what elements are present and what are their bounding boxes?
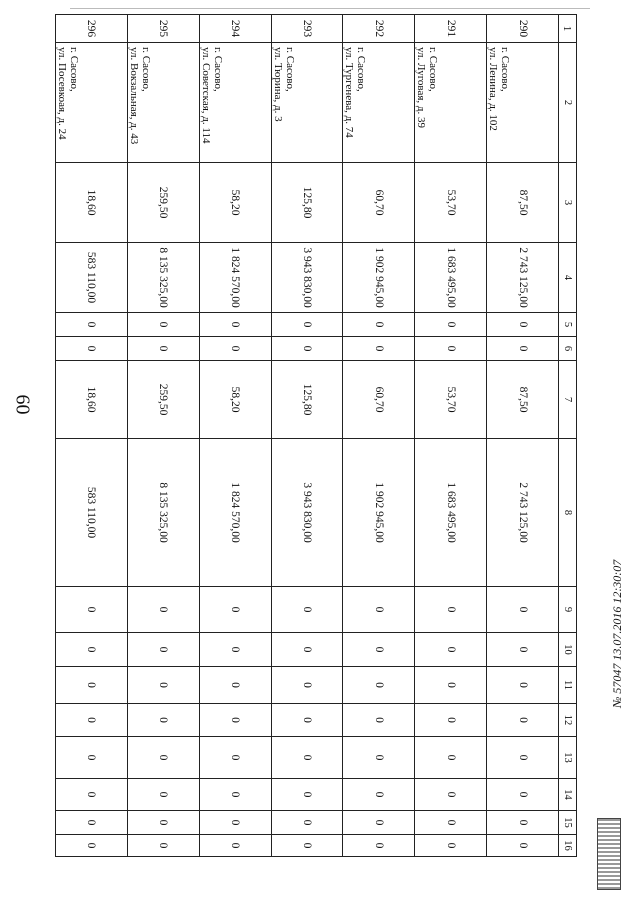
- value-cell-c10: 0: [415, 633, 487, 667]
- value-cell-c4: 583 110,00: [56, 243, 128, 313]
- value-cell-c8: 583 110,00: [56, 439, 128, 587]
- header-cell: 13: [559, 737, 577, 779]
- value-cell-c3: 87,50: [487, 163, 559, 243]
- value-cell-c8: 2 743 125,00: [487, 439, 559, 587]
- header-cell: 15: [559, 811, 577, 835]
- value-cell-c5: 0: [487, 313, 559, 337]
- header-cell: 3: [559, 163, 577, 243]
- value-cell-c3: 58,20: [199, 163, 271, 243]
- value-cell-c8: 1 824 570,00: [199, 439, 271, 587]
- value-cell-c15: 0: [127, 811, 199, 835]
- value-cell-c6: 0: [56, 337, 128, 361]
- header-row: [559, 15, 577, 857]
- row-number-cell: 292: [343, 15, 415, 43]
- value-cell-c15: 0: [271, 811, 343, 835]
- address-city: г. Сасово,: [427, 47, 440, 92]
- header-cell: 2: [559, 43, 577, 163]
- table-row: [127, 15, 199, 857]
- value-cell-c10: 0: [127, 633, 199, 667]
- document-registration-line: № 57047 13.07.2016 12:30:07: [610, 559, 624, 708]
- value-cell-c13: 0: [56, 737, 128, 779]
- value-cell-c4: 1 824 570,00: [199, 243, 271, 313]
- address-street: ул. Тургенева, д. 74: [343, 47, 356, 138]
- value-cell-c10: 0: [271, 633, 343, 667]
- value-cell-c7: 18,60: [56, 361, 128, 439]
- header-cell: 12: [559, 704, 577, 737]
- value-cell-c4: 1 683 495,00: [415, 243, 487, 313]
- value-cell-c11: 0: [415, 667, 487, 704]
- value-cell-c13: 0: [271, 737, 343, 779]
- value-cell-c16: 0: [415, 835, 487, 857]
- value-cell-c15: 0: [199, 811, 271, 835]
- address-cell: [343, 43, 415, 163]
- value-cell-c11: 0: [127, 667, 199, 704]
- address-street: ул. Посевкоая, д. 24: [56, 47, 68, 140]
- header-cell: 4: [559, 243, 577, 313]
- address-street: ул. Луговая, д. 39: [415, 47, 428, 129]
- value-cell-c4: 1 902 945,00: [343, 243, 415, 313]
- table-row: [487, 15, 559, 857]
- value-cell-c11: 0: [271, 667, 343, 704]
- value-cell-c5: 0: [271, 313, 343, 337]
- value-cell-c8: 8 135 325,00: [127, 439, 199, 587]
- header-cell: 11: [559, 667, 577, 704]
- header-cell: 14: [559, 779, 577, 811]
- row-number-cell: 294: [199, 15, 271, 43]
- header-cell: 16: [559, 835, 577, 857]
- data-table: [55, 14, 577, 857]
- value-cell-c4: 8 135 325,00: [127, 243, 199, 313]
- header-cell: 6: [559, 337, 577, 361]
- value-cell-c10: 0: [56, 633, 128, 667]
- value-cell-c9: 0: [487, 587, 559, 633]
- value-cell-c16: 0: [56, 835, 128, 857]
- value-cell-c9: 0: [127, 587, 199, 633]
- value-cell-c9: 0: [56, 587, 128, 633]
- value-cell-c11: 0: [56, 667, 128, 704]
- value-cell-c16: 0: [127, 835, 199, 857]
- value-cell-c14: 0: [199, 779, 271, 811]
- table-row: [199, 15, 271, 857]
- address-cell: [487, 43, 559, 163]
- address-cell: [56, 43, 128, 163]
- address-cell: [127, 43, 199, 163]
- value-cell-c15: 0: [487, 811, 559, 835]
- value-cell-c16: 0: [271, 835, 343, 857]
- address-city: г. Сасово,: [139, 47, 152, 92]
- value-cell-c13: 0: [487, 737, 559, 779]
- value-cell-c5: 0: [343, 313, 415, 337]
- value-cell-c6: 0: [127, 337, 199, 361]
- value-cell-c10: 0: [343, 633, 415, 667]
- value-cell-c7: 58,20: [199, 361, 271, 439]
- address-cell: [199, 43, 271, 163]
- value-cell-c5: 0: [127, 313, 199, 337]
- value-cell-c15: 0: [415, 811, 487, 835]
- value-cell-c6: 0: [415, 337, 487, 361]
- value-cell-c13: 0: [127, 737, 199, 779]
- value-cell-c14: 0: [343, 779, 415, 811]
- value-cell-c9: 0: [415, 587, 487, 633]
- value-cell-c13: 0: [199, 737, 271, 779]
- row-number-cell: 290: [487, 15, 559, 43]
- value-cell-c9: 0: [343, 587, 415, 633]
- address-city: г. Сасово,: [283, 47, 296, 92]
- address-city: г. Сасово,: [499, 47, 512, 92]
- address-street: ул. Вокзальная, д. 43: [127, 47, 140, 145]
- value-cell-c8: 1 902 945,00: [343, 439, 415, 587]
- value-cell-c12: 0: [271, 704, 343, 737]
- value-cell-c7: 53,70: [415, 361, 487, 439]
- header-cell: 9: [559, 587, 577, 633]
- value-cell-c3: 53,70: [415, 163, 487, 243]
- value-cell-c4: 2 743 125,00: [487, 243, 559, 313]
- table-row: [415, 15, 487, 857]
- value-cell-c14: 0: [487, 779, 559, 811]
- row-number-cell: 295: [127, 15, 199, 43]
- value-cell-c6: 0: [271, 337, 343, 361]
- value-cell-c11: 0: [487, 667, 559, 704]
- value-cell-c3: 259,50: [127, 163, 199, 243]
- address-street: ул. Ленина, д. 102: [487, 47, 500, 131]
- value-cell-c9: 0: [271, 587, 343, 633]
- value-cell-c15: 0: [56, 811, 128, 835]
- row-number-cell: 293: [271, 15, 343, 43]
- value-cell-c11: 0: [199, 667, 271, 704]
- address-cell: [415, 43, 487, 163]
- value-cell-c7: 259,50: [127, 361, 199, 439]
- value-cell-c12: 0: [127, 704, 199, 737]
- row-number-cell: 296: [56, 15, 128, 43]
- value-cell-c13: 0: [415, 737, 487, 779]
- header-cell: 5: [559, 313, 577, 337]
- address-city: г. Сасово,: [355, 47, 368, 92]
- header-cell: 10: [559, 633, 577, 667]
- value-cell-c11: 0: [343, 667, 415, 704]
- value-cell-c6: 0: [199, 337, 271, 361]
- value-cell-c5: 0: [56, 313, 128, 337]
- value-cell-c14: 0: [127, 779, 199, 811]
- row-number-cell: 291: [415, 15, 487, 43]
- address-cell: [271, 43, 343, 163]
- top-rule: [70, 8, 590, 9]
- value-cell-c7: 87,50: [487, 361, 559, 439]
- value-cell-c16: 0: [343, 835, 415, 857]
- header-cell: 8: [559, 439, 577, 587]
- address-city: г. Сасово,: [68, 47, 80, 92]
- value-cell-c6: 0: [343, 337, 415, 361]
- value-cell-c3: 60,70: [343, 163, 415, 243]
- address-street: ул. Советская, д. 114: [199, 47, 212, 144]
- value-cell-c16: 0: [487, 835, 559, 857]
- value-cell-c10: 0: [487, 633, 559, 667]
- value-cell-c14: 0: [56, 779, 128, 811]
- page-number: 60: [11, 394, 34, 415]
- table-row: [343, 15, 415, 857]
- value-cell-c14: 0: [271, 779, 343, 811]
- value-cell-c9: 0: [199, 587, 271, 633]
- value-cell-c12: 0: [415, 704, 487, 737]
- value-cell-c3: 18,60: [56, 163, 128, 243]
- value-cell-c12: 0: [343, 704, 415, 737]
- value-cell-c12: 0: [199, 704, 271, 737]
- value-cell-c6: 0: [487, 337, 559, 361]
- value-cell-c12: 0: [56, 704, 128, 737]
- organization-stamp: [597, 818, 621, 890]
- address-city: г. Сасово,: [211, 47, 224, 92]
- header-cell: 1: [559, 15, 577, 43]
- address-street: ул. Тюрина, д. 3: [271, 47, 284, 122]
- table-row: [56, 15, 128, 857]
- value-cell-c16: 0: [199, 835, 271, 857]
- table-row: [271, 15, 343, 857]
- header-cell: 7: [559, 361, 577, 439]
- value-cell-c5: 0: [415, 313, 487, 337]
- value-cell-c12: 0: [487, 704, 559, 737]
- value-cell-c13: 0: [343, 737, 415, 779]
- value-cell-c8: 3 943 830,00: [271, 439, 343, 587]
- value-cell-c10: 0: [199, 633, 271, 667]
- value-cell-c5: 0: [199, 313, 271, 337]
- value-cell-c15: 0: [343, 811, 415, 835]
- value-cell-c4: 3 943 830,00: [271, 243, 343, 313]
- value-cell-c14: 0: [415, 779, 487, 811]
- value-cell-c7: 60,70: [343, 361, 415, 439]
- rotated-table-sheet: [55, 14, 577, 851]
- value-cell-c7: 125,80: [271, 361, 343, 439]
- value-cell-c3: 125,80: [271, 163, 343, 243]
- value-cell-c8: 1 683 495,00: [415, 439, 487, 587]
